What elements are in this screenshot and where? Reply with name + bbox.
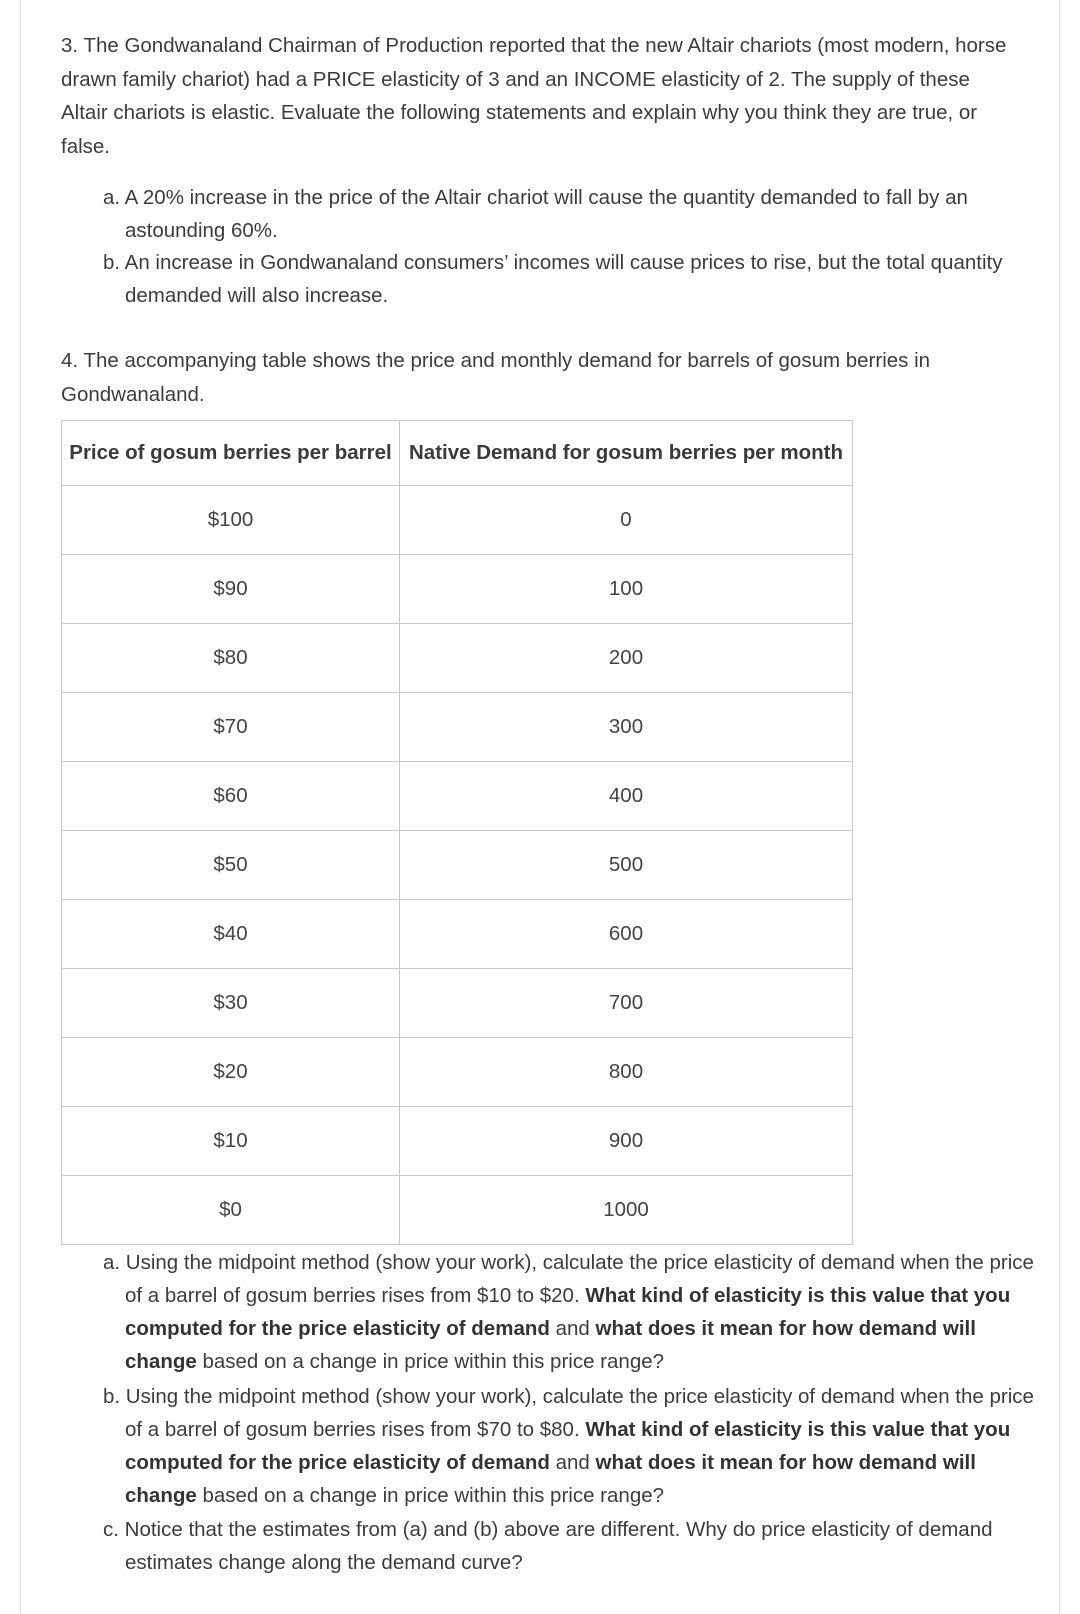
price-cell: $80 xyxy=(62,624,400,693)
demand-cell: 500 xyxy=(400,831,853,900)
table-row xyxy=(62,1107,853,1176)
table-row xyxy=(62,969,853,1038)
document-page xyxy=(20,0,1060,1614)
question-4-text: 4. The accompanying table shows the price and monthly demand for barrels of gosum berries in Gondwanaland. xyxy=(61,349,931,406)
table-row xyxy=(62,1038,853,1107)
demand-cell: 700 xyxy=(400,969,853,1038)
question-4-item-c: c. Notice that the estimates from (a) and (b) above are different. Why do price elasticity of demand estimates change along the demand curve? xyxy=(103,1518,993,1574)
price-cell: $100 xyxy=(62,486,400,555)
table-row xyxy=(62,762,853,831)
item-a-text: a. Using the midpoint method (show your work), calculate the price elasticity of demand when the price of a barrel of gosum berries rises from $10 to $20. xyxy=(103,1251,1034,1307)
table-row xyxy=(62,555,853,624)
table-row xyxy=(62,1176,853,1245)
item-b-bold-1: What kind of elasticity is this value that you computed for the price elasticity of demand xyxy=(125,1418,1011,1474)
demand-cell: 600 xyxy=(400,900,853,969)
demand-cell: 800 xyxy=(400,1038,853,1107)
price-cell: $30 xyxy=(62,969,400,1038)
item-a-bold-2: what does it mean for how demand will change xyxy=(125,1317,976,1373)
price-cell: $50 xyxy=(62,831,400,900)
item-a-bold-1: What kind of elasticity is this value that you computed for the price elasticity of demand xyxy=(125,1284,1011,1340)
price-cell: $60 xyxy=(62,762,400,831)
demand-cell: 900 xyxy=(400,1107,853,1176)
demand-cell: 100 xyxy=(400,555,853,624)
price-cell: $20 xyxy=(62,1038,400,1107)
column-header-price: Price of gosum berries per barrel xyxy=(62,421,400,486)
price-cell: $0 xyxy=(62,1176,400,1245)
demand-cell: 0 xyxy=(400,486,853,555)
table-row xyxy=(62,693,853,762)
item-a-tail: based on a change in price within this price range? xyxy=(196,1350,665,1373)
price-cell: $10 xyxy=(62,1107,400,1176)
table-row xyxy=(62,831,853,900)
question-4-item-b xyxy=(103,1380,1045,1512)
table-row xyxy=(62,486,853,555)
demand-cell: 300 xyxy=(400,693,853,762)
column-header-demand: Native Demand for gosum berries per month xyxy=(400,421,853,486)
question-3-item-a: a. A 20% increase in the price of the Altair chariot will cause the quantity demanded to fall by an astounding 60%. xyxy=(103,186,968,242)
price-cell: $70 xyxy=(62,693,400,762)
item-b-text: b. Using the midpoint method (show your work), calculate the price elasticity of demand when the price of a barrel of gosum berries rises from $70 to $80. xyxy=(103,1385,1034,1441)
table-header-row xyxy=(62,421,853,486)
demand-cell: 400 xyxy=(400,762,853,831)
price-cell: $90 xyxy=(62,555,400,624)
item-b-connector: and xyxy=(549,1451,596,1474)
item-b-tail: based on a change in price within this price range? xyxy=(196,1484,665,1507)
demand-table xyxy=(61,420,853,1245)
item-b-bold-2: what does it mean for how demand will change xyxy=(125,1451,976,1507)
demand-cell: 1000 xyxy=(400,1176,853,1245)
item-a-connector: and xyxy=(549,1317,596,1340)
price-cell: $40 xyxy=(62,900,400,969)
question-4-item-a xyxy=(103,1246,1045,1378)
question-3-text: 3. The Gondwanaland Chairman of Production reported that the new Altair chariots (most modern, horse drawn family chariot) had a PRICE elasticity of 3 and an INCOME elasticity of 2. The supply of these Altair chariots is elastic. Evaluate the following statements and explain why you think they are true, or false. xyxy=(61,34,1007,158)
table-row xyxy=(62,624,853,693)
table-row xyxy=(62,900,853,969)
demand-cell: 200 xyxy=(400,624,853,693)
question-3-item-b: b. An increase in Gondwanaland consumers’ incomes will cause prices to rise, but the total quantity demanded will also increase. xyxy=(103,251,1003,307)
